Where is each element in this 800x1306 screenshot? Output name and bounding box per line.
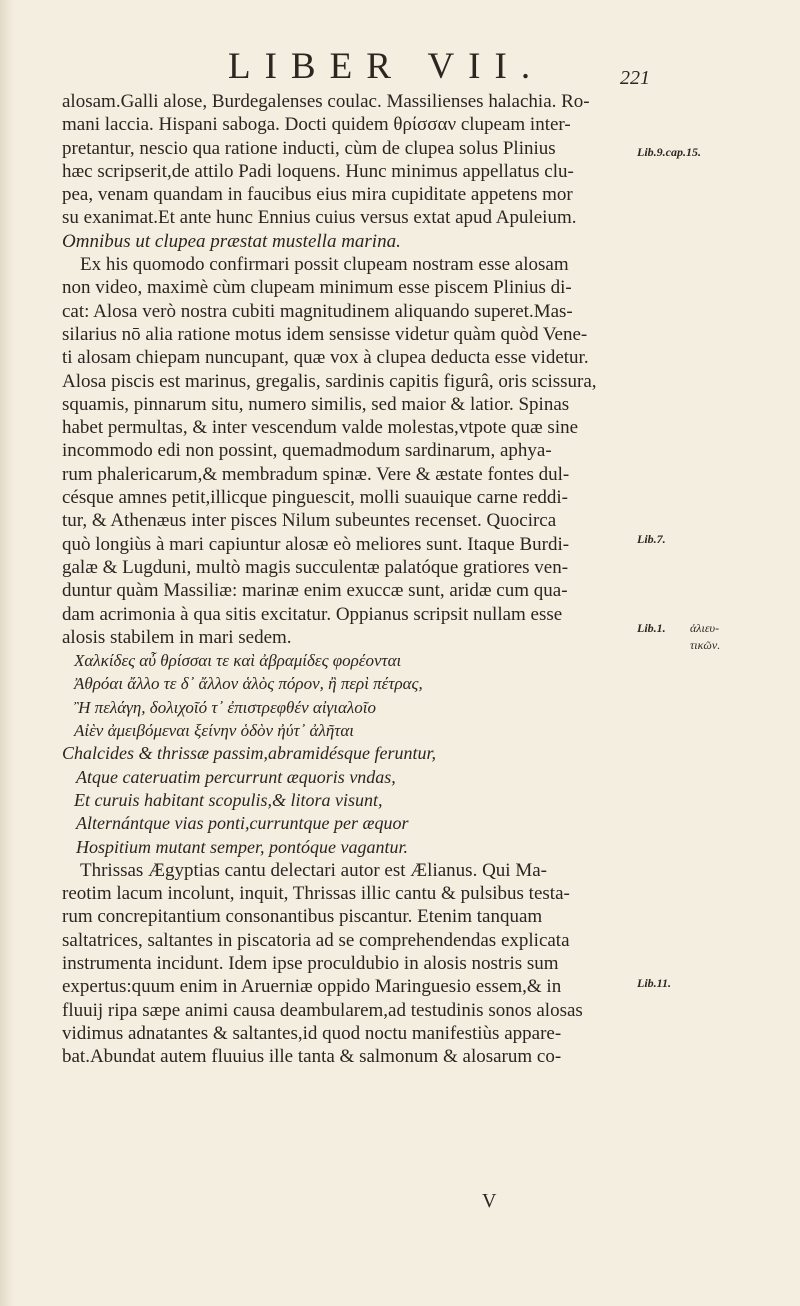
text-line: pretantur, nescio qua ratione inducti, cùm de clupea solus Plinius: [62, 137, 556, 159]
text-line: tur, & Athenæus inter pisces Nilum subeuntes recenset. Quocirca: [62, 510, 557, 532]
text-line: duntur quàm Massiliæ: marinæ enim exuccæ sunt, aridæ cum qua-: [62, 580, 568, 602]
text-line: silarius nō alia ratione motus idem sensisse videtur quàm quòd Vene-: [62, 323, 588, 345]
gutter-shadow: [0, 0, 14, 1306]
text-line: Omnibus ut clupea præstat mustella marina.: [62, 230, 401, 252]
text-line: non video, maximè cùm clupeam minimum esse piscem Plinius di-: [62, 277, 572, 299]
text-line: reotim lacum incolunt, inquit, Thrissas illic cantu & pulsibus testa-: [62, 883, 570, 905]
margin-note: τικῶν.: [690, 638, 721, 652]
text-line: Ex his quomodo confirmari possit clupeam nostram esse alosam: [80, 254, 569, 276]
page-header: [0, 45, 800, 89]
text-line: incommodo edi non possint, quemadmodum sardinarum, aphya-: [62, 440, 552, 462]
text-line: fluuij ripa sæpe animi causa deambularem,ad testudinis sonos alosas: [62, 999, 583, 1021]
text-line: césque amnes petit,illicque pinguescit, molli suauique carne reddi-: [62, 487, 568, 509]
text-line: bat.Abundat autem fluuius ille tanta & salmonum & alosarum co-: [62, 1046, 562, 1068]
text-line: cat: Alosa verò nostra cubiti magnitudinem aliquando superet.Mas-: [62, 300, 573, 322]
text-line: expertus:quum enim in Aruerniæ oppido Maringuesio essem,& in: [62, 976, 562, 998]
text-line: pea, venam quandam in faucibus eius mira cupiditate appetens mor: [62, 184, 573, 206]
text-line: quò longiùs à mari capiuntur alosæ eò meliores sunt. Itaque Burdi-: [62, 533, 570, 555]
text-line: squamis, pinnarum situ, numero similis, sed maior & latior. Spinas: [62, 393, 570, 415]
text-line: Alosa piscis est marinus, gregalis, sardinis capitis figurâ, oris scissura,: [62, 370, 597, 392]
text-line: rum concrepitantium consonantibus piscantur. Etenim tanquam: [62, 906, 543, 928]
latin-verse-line: Et curuis habitant scopulis,& litora visunt,: [74, 789, 383, 810]
text-line: saltatrices, saltantes in piscatoria ad se comprehendendas explicata: [62, 929, 570, 951]
latin-verse-line: Alternántque vias ponti,curruntque per æquor: [76, 813, 409, 834]
margin-note: Lib.9.cap.15.: [637, 145, 701, 159]
margin-note: Lib.11.: [637, 976, 672, 990]
running-head: LIBER VII.: [228, 46, 545, 87]
text-line: hæc scripserit,de attilo Padi loquens. Hunc minimus appellatus clu-: [62, 160, 574, 182]
text-line: ti alosam chiepam nuncupant, quæ vox à clupea deducta esse videtur.: [62, 347, 589, 369]
body-text: [62, 90, 632, 1068]
text-line: mani laccia. Hispani saboga. Docti quidem θρίσσαν clupeam inter-: [62, 114, 571, 136]
text-line: Thrissas Ægyptias cantu delectari autor est Ælianus. Qui Ma-: [80, 859, 547, 881]
latin-verse-line: Hospitium mutant semper, pontóque vagantur.: [76, 836, 408, 857]
margin-note: ἁλιευ-: [690, 621, 720, 635]
greek-verse-line: Ἢ πελάγη, δολιχοῖό τ᾽ ἐπιστρεφθέν αἰγιαλοῖο: [74, 697, 376, 717]
text-line: rum phalericarum,& membradum spinæ. Vere & æstate fontes dul-: [62, 463, 570, 485]
text-line: vidimus adnatantes & saltantes,id quod noctu manifestiùs appare-: [62, 1022, 562, 1044]
margin-note: Lib.1.: [637, 621, 666, 635]
text-line: alosis stabilem in mari sedem.: [62, 626, 292, 648]
margin-note: Lib.7.: [637, 532, 666, 546]
greek-verse-line: Ἀθρόαι ἄλλο τε δ᾽ ἄλλον ἁλὸς πόρον, ἢ περὶ πέτρας,: [74, 674, 423, 694]
greek-verse-line: Χαλκίδες αὖ θρίσσαι τε καὶ ἀβραμίδες φορέονται: [74, 651, 402, 671]
text-line: instrumenta incidunt. Idem ipse proculdubio in alosis nostris sum: [62, 952, 559, 974]
latin-verse-line: Atque cateruatim percurrunt æquoris vndas,: [76, 766, 396, 787]
latin-verse-line: Chalcides & thrissæ passim,abramidésque feruntur,: [62, 743, 437, 764]
page-number: 221: [620, 67, 650, 89]
text-line: su exanimat.Et ante hunc Ennius cuius versus extat apud Apuleium.: [62, 207, 577, 229]
text-line: galæ & Lugduni, multò magis succulentæ palatóque gratiores ven-: [62, 556, 569, 578]
greek-verse-line: Αἰὲν ἀμειβόμεναι ξείνην ὁδὸν ἠύτ᾽ ἀλῆται: [74, 721, 354, 741]
text-line: alosam.Galli alose, Burdegalenses coulac. Massilienses halachia. Ro-: [62, 91, 590, 112]
text-line: habet permultas, & inter vescendum valde molestas,vtpote quæ sine: [62, 417, 579, 439]
text-line: dam acrimonia à qua sitis excitatur. Oppianus scripsit nullam esse: [62, 603, 563, 625]
catchword: V: [482, 1190, 497, 1212]
